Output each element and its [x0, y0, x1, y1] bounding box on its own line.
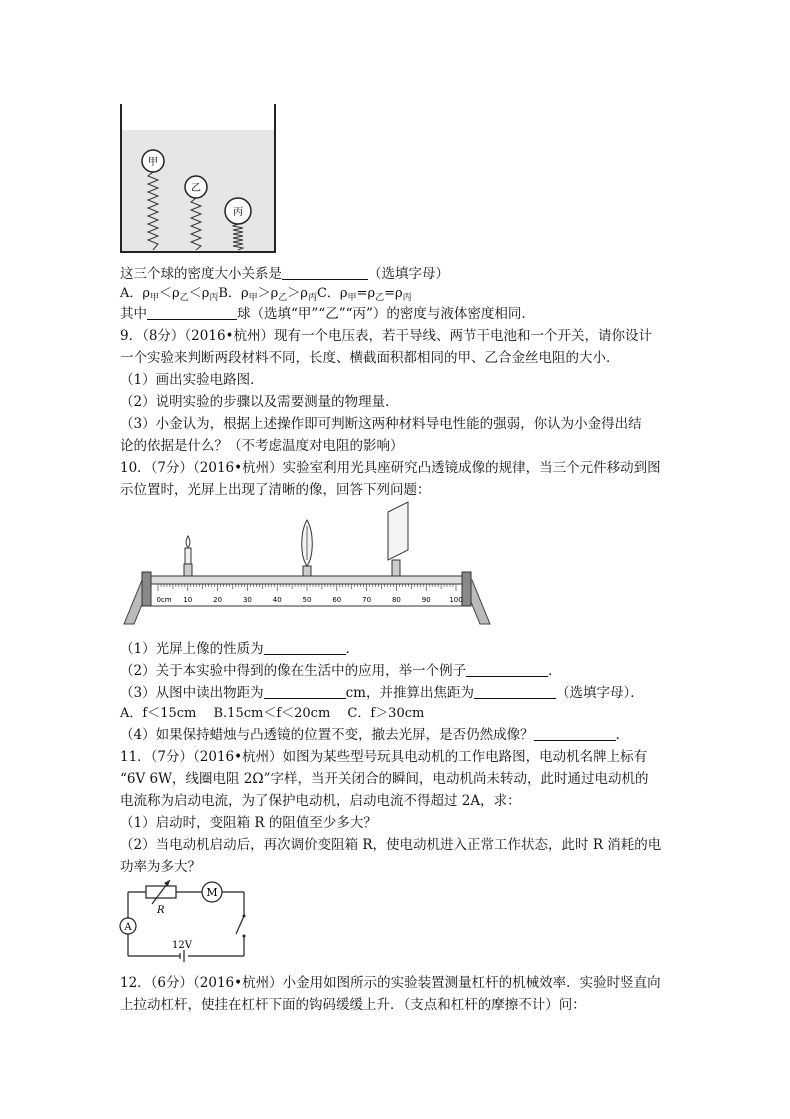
q8-op: ＞ρ — [287, 286, 308, 301]
q8-options — [120, 285, 412, 307]
q8-op: ＞ρ — [257, 286, 279, 301]
q10-line-2: 示位置时，光屏上出现了清晰的像，回答下列问题： — [120, 482, 431, 498]
q10-part-4 — [120, 726, 629, 744]
q12-line-1: 12．（6分）（2016•杭州）小金用如图所示的实验装置测量杠杆的机械效率．实验时竖直向 — [120, 975, 661, 991]
q11-line-1: 11．（7分）（2016•杭州）如图为某些型号玩具电动机的工作电路图，电动机名牌上标有 — [120, 749, 648, 765]
q8-sub: 甲 — [248, 293, 258, 303]
q9-line-4: （2）说明实验的步骤以及需要测量的物理量． — [120, 394, 399, 410]
q11-line-5: （2）当电动机启动后，再次调价变阻箱 R，使电动机进入正常工作状态，此时 R 消耗的电 — [120, 837, 662, 853]
q11-line-4: （1）启动时，变阻箱 R 的阻值至少多大？ — [120, 815, 377, 831]
q8-op: ＜ρ — [188, 286, 210, 301]
q8-line-3 — [120, 305, 526, 323]
ruler-label: 30 — [242, 596, 252, 604]
q10-blank-2[interactable] — [466, 663, 548, 677]
q10-part-3-mid: cm，并推算出焦距为 — [345, 685, 474, 701]
bench-end-right — [462, 572, 471, 606]
q10-part-3-end: （选填字母）． — [555, 685, 644, 701]
q8-option-b: B．ρ — [218, 286, 249, 301]
q8-op: =ρ — [356, 286, 376, 301]
q10-line-1: 10．（7分）（2016•杭州）实验室利用光具座研究凸透镜成像的规律，当三个元件移动到图 — [120, 460, 661, 476]
q10-blank-3[interactable] — [264, 685, 346, 699]
ball-b-label: 乙 — [191, 183, 201, 194]
convex-lens[interactable] — [302, 520, 313, 576]
ruler-label: 40 — [272, 596, 282, 604]
circuit-r-label: R — [157, 905, 165, 916]
ruler-label: 70 — [362, 596, 372, 604]
q8-line-1-text: 这三个球的密度大小关系是 — [120, 266, 282, 282]
q10-part-1-text: （1）光屏上像的性质为 — [120, 641, 264, 657]
q8-op: ＜ρ — [159, 286, 180, 301]
ruler-label: 0cm — [156, 596, 172, 604]
ball-c-label: 丙 — [233, 207, 243, 218]
q9-line-3: （1）画出实验电路图． — [120, 372, 264, 388]
ball-a-label: 甲 — [148, 157, 158, 168]
q8-answer-blank-2[interactable] — [147, 306, 237, 320]
light-screen[interactable] — [388, 502, 408, 576]
q10-part-3-text: （3）从图中读出物距为 — [120, 685, 264, 701]
q11-line-2: “6V 6W，线圈电阻 2Ω”字样，当开关闭合的瞬间，电动机尚未转动，此时通过电动机的 — [120, 771, 649, 787]
figure-motor-circuit — [118, 876, 258, 964]
q10-blank-5[interactable] — [534, 727, 616, 741]
q12-line-2: 上拉动杠杆，使挂在杠杆下面的钩码缓缓上升．（支点和杠杆的摩擦不计）问： — [120, 997, 586, 1013]
q8-sub: 甲 — [150, 293, 160, 303]
q8-sub: 丙 — [307, 293, 317, 303]
q8-op: =ρ — [384, 286, 403, 301]
q9-line-2: 一个实验来判断两段材料不同，长度、横截面积都相同的甲、乙合金丝电阻的大小． — [120, 350, 620, 366]
q8-line-1 — [120, 265, 449, 283]
figure-optical-bench — [122, 500, 492, 630]
q9-line-6: 论的依据是什么？（不考虑温度对电阻的影响） — [120, 438, 404, 454]
ruler-label: 50 — [302, 596, 312, 604]
q9-line-5: （3）小金认为，根据上述操作即可判断这两种材料导电性能的强弱，你认为小金得出结 — [120, 416, 642, 432]
q8-answer-blank-1[interactable] — [282, 266, 368, 280]
ruler-label: 20 — [213, 596, 223, 604]
q10-blank-1[interactable] — [264, 641, 346, 655]
ruler-label: 60 — [332, 596, 342, 604]
bench-end-left — [142, 572, 151, 606]
q10-part-1-end: ． — [345, 641, 360, 657]
q8-sub: 甲 — [347, 293, 357, 303]
q9-line-1: 9．（8分）（2016•杭州）现有一个电压表，若干导线、两节干电池和一个开关，请你设计 — [120, 328, 652, 344]
q10-part-4-text: （4）如果保持蜡烛与凸透镜的位置不变，撤去光屏，是否仍然成像？ — [120, 727, 534, 743]
q8-option-a: A．ρ — [120, 286, 151, 301]
q8-sub: 丙 — [402, 293, 412, 303]
circuit-m-label: M — [206, 886, 218, 899]
q10-part-1 — [120, 640, 359, 658]
ruler-label: 90 — [421, 596, 431, 604]
q8-sub: 丙 — [209, 293, 219, 303]
q10-part-2-end: ． — [548, 663, 562, 679]
q10-part-2 — [120, 662, 562, 680]
q10-part-3 — [120, 684, 644, 702]
ruler-label: 10 — [183, 596, 193, 604]
q10-options: A．f＜15cm B.15cm＜f＜20cm C．f＞30cm — [120, 706, 425, 721]
q8-option-c: C．ρ — [316, 286, 348, 301]
q11-line-3: 电流称为启动电流，为了保护电动机，启动电流不得超过 2A，求： — [120, 793, 521, 809]
q8-sub: 乙 — [375, 293, 385, 303]
ruler-label: 100 — [449, 596, 463, 604]
q10-part-2-text: （2）关于本实验中得到的像在生活中的应用，举一个例子 — [120, 663, 467, 679]
q11-line-6: 功率为多大？ — [120, 859, 201, 875]
q8-line-3-end: 球（选填“甲”“乙”“丙”）的密度与液体密度相同. — [237, 306, 526, 322]
figure-balls-in-liquid — [118, 100, 278, 260]
q8-line-1-end: （选填字母） — [368, 266, 449, 282]
bench-rail — [151, 576, 462, 584]
circuit-voltage-label: 12V — [172, 940, 192, 951]
circuit-a-label: A — [124, 922, 132, 933]
q10-part-4-end: ． — [615, 727, 630, 743]
ruler-label: 80 — [391, 596, 401, 604]
q8-sub: 乙 — [278, 293, 288, 303]
q8-line-3-text: 其中 — [120, 306, 147, 322]
candle[interactable] — [184, 536, 192, 576]
q8-sub: 乙 — [179, 293, 189, 303]
q10-blank-4[interactable] — [474, 685, 556, 699]
